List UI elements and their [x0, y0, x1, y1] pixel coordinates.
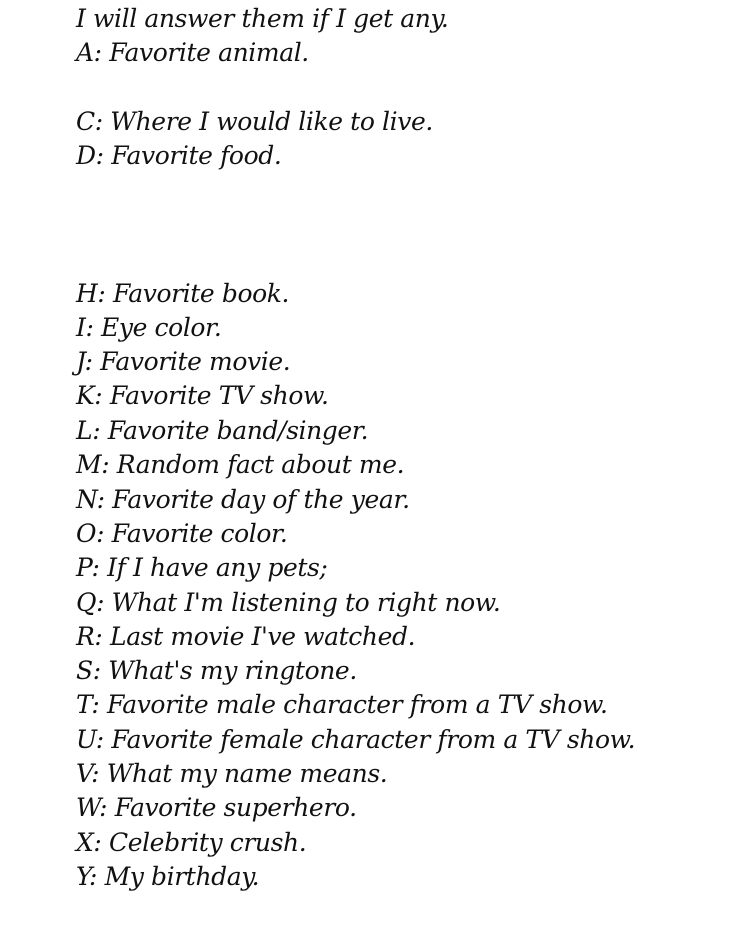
list-item-a: A: Favorite animal.	[76, 38, 309, 67]
list-item-i: I: Eye color.	[76, 313, 222, 342]
list-item-w: W: Favorite superhero.	[76, 793, 357, 822]
faded-line	[76, 898, 326, 924]
list-item-v: V: What my name means.	[76, 759, 388, 788]
list-item-q: Q: What I'm listening to right now.	[76, 588, 501, 617]
list-item-u: U: Favorite female character from a TV show.	[76, 725, 636, 754]
faded-line	[76, 176, 316, 202]
list-item-s: S: What's my ringtone.	[76, 656, 357, 685]
list-item-c: C: Where I would like to live.	[76, 107, 433, 136]
faded-line	[76, 72, 396, 98]
list-item-h: H: Favorite book.	[76, 279, 290, 308]
faded-line	[76, 222, 276, 248]
list-item-o: O: Favorite color.	[76, 519, 288, 548]
list-item-y: Y: My birthday.	[76, 862, 260, 891]
list-item-x: X: Celebrity crush.	[76, 828, 307, 857]
list-item-j: J: Favorite movie.	[76, 347, 291, 376]
list-item-t: T: Favorite male character from a TV show.	[76, 690, 608, 719]
list-item-p: P: If I have any pets;	[76, 553, 328, 582]
intro-line: I will answer them if I get any.	[76, 4, 449, 33]
list-item-n: N: Favorite day of the year.	[76, 485, 410, 514]
list-item-k: K: Favorite TV show.	[76, 381, 329, 410]
list-item-r: R: Last movie I've watched.	[76, 622, 416, 651]
list-item-m: M: Random fact about me.	[76, 450, 405, 479]
list-item-d: D: Favorite food.	[76, 141, 282, 170]
list-item-l: L: Favorite band/singer.	[76, 416, 369, 445]
